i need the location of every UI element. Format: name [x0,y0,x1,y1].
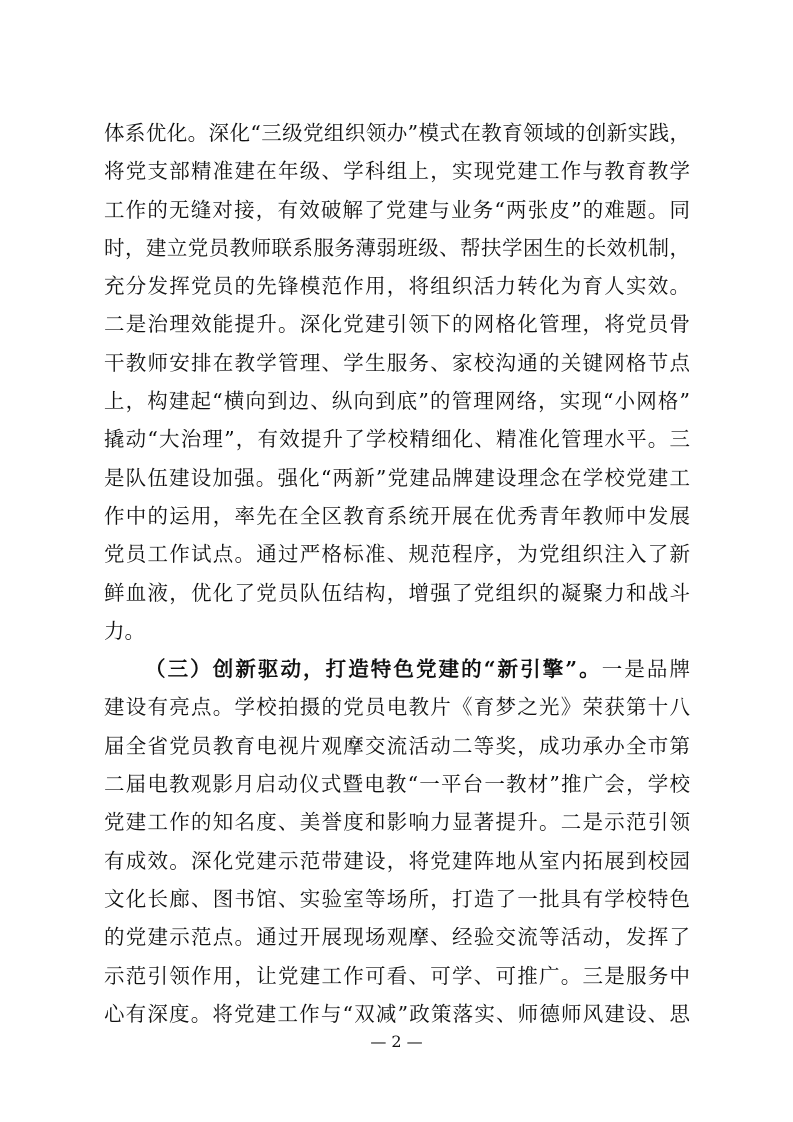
text-line: 撬动“大治理”，有效提升了学校精细化、精准化管理水平。三 [104,427,690,452]
text-line: 有成效。深化党建示范带建设，将党建阵地从室内拓展到校园 [104,848,690,873]
text-line: 时，建立党员教师联系服务薄弱班级、帮扶学困生的长效机制， [104,235,690,260]
text-line: 心有深度。将党建工作与“双减”政策落实、师德师风建设、思 [104,1001,690,1026]
text-line: 届全省党员教育电视片观摩交流活动二等奖，成功承办全市第 [104,733,690,758]
text-line: 力。 [104,618,145,643]
text-line: 二届电教观影月启动仪式暨电教“一平台一教材”推广会，学校 [104,772,690,797]
text-line: 二是治理效能提升。深化党建引领下的网格化管理，将党员骨 [104,312,690,337]
text-line: 鲜血液，优化了党员队伍结构，增强了党组织的凝聚力和战斗 [104,580,690,605]
text-line: 文化长廊、图书馆、实验室等场所，打造了一批具有学校特色 [104,886,690,911]
text-line: 建设有亮点。学校拍摄的党员电教片《育梦之光》荣获第十八 [104,695,690,720]
section-heading-continuation: 一是品牌 [601,657,690,682]
text-line: 充分发挥党员的先锋模范作用，将组织活力转化为育人实效。 [104,274,690,299]
body-text [104,114,690,1033]
text-line: 作中的运用，率先在全区教育系统开展在优秀青年教师中发展 [104,503,690,528]
text-line: 上，构建起“横向到边、纵向到底”的管理网络，实现“小网格” [104,389,690,414]
section-heading-line [104,650,690,688]
text-line: 将党支部精准建在年级、学科组上，实现党建工作与教育教学 [104,159,690,184]
section-heading: （三）创新驱动，打造特色党建的“新引擎”。 [145,657,602,682]
text-line: 示范引领作用，让党建工作可看、可学、可推广。三是服务中 [104,963,690,988]
page-number: — 2 — [370,1032,423,1051]
text-line: 的党建示范点。通过开展现场观摩、经验交流等活动，发挥了 [104,925,690,950]
text-line: 工作的无缝对接，有效破解了党建与业务“两张皮”的难题。同 [104,197,690,222]
text-line: 党建工作的知名度、美誉度和影响力显著提升。二是示范引领 [104,810,690,835]
text-line: 干教师安排在教学管理、学生服务、家校沟通的关键网格节点 [104,350,690,375]
text-line: 党员工作试点。通过严格标准、规范程序，为党组织注入了新 [104,542,690,567]
text-line: 体系优化。深化“三级党组织领办”模式在教育领域的创新实践， [104,121,690,145]
text-line: 是队伍建设加强。强化“两新”党建品牌建设理念在学校党建工 [104,465,690,490]
